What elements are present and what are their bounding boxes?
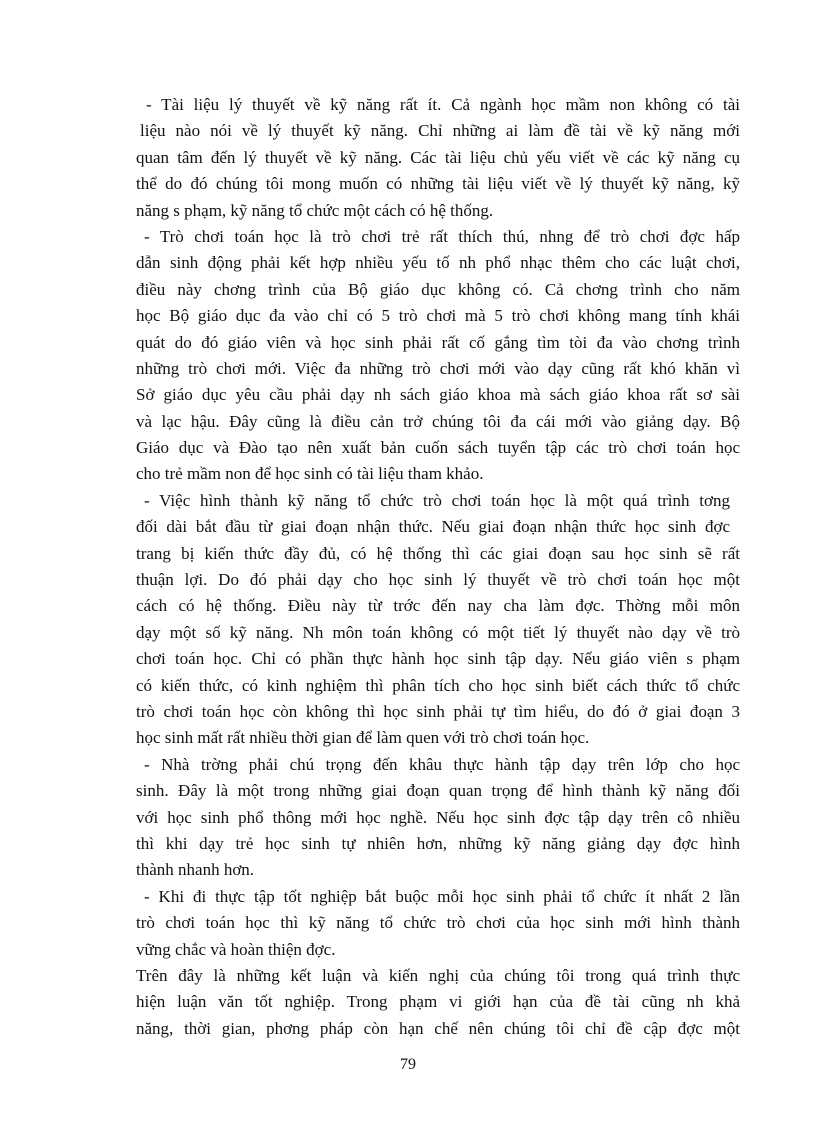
text-line: - Trò chơi toán học là trò chơi trẻ rất thích thú, nhng để trò chơi đợc hấp [144,226,740,246]
text-line: học Bộ giáo dục đa vào chỉ có 5 trò chơi mà 5 trò chơi không mang tính khái [136,306,740,326]
body-text [136,92,740,1042]
text-line: năng s phạm, kỹ năng tổ chức một cách có hệ thống. [136,200,494,220]
paragraph-skill-formation [136,488,740,752]
text-line: trang bị kiến thức đầy đủ, có hệ thống thì các giai đoạn sau học sinh sẽ rất [136,543,740,563]
text-line: thuận lợi. Do đó phải dạy cho học sinh lý thuyết về trò chơi toán học một [136,570,740,590]
paragraph-practice [136,752,740,884]
text-line: thể do đó chúng tôi mong muốn có những tài liệu viết về lý thuyết kỹ năng, kỹ [136,174,740,194]
text-line: - Tài liệu lý thuyết về kỹ năng rất ít. Cả ngành học mầm non không có tài [146,95,740,114]
text-line: và lạc hậu. Đây cũng là điều cản trở chúng tôi đa cái mới vào giảng dạy. Bộ [136,411,740,431]
text-line: học sinh mất rất nhiều thời gian để làm quen với trò chơi toán học. [136,728,590,748]
text-line: vững chắc và hoàn thiện đợc. [136,939,336,959]
text-line: - Việc hình thành kỹ năng tổ chức trò chơi toán học là một quá trình tơng [144,490,730,510]
text-line: cho trẻ mầm non để học sinh có tài liệu tham khảo. [136,464,484,484]
paragraph-theory-materials [136,92,740,224]
text-line: chơi toán học. Chỉ có phần thực hành học sinh tập dạy. Nếu giáo viên s phạm [136,649,740,669]
text-line: liệu nào nói về lý thuyết kỹ năng. Chỉ những ai làm đề tài về kỹ năng mới [140,121,740,141]
text-line: đối dài bắt đầu từ giai đoạn nhận thức. Nếu giai đoạn nhận thức học sinh đợc [136,517,730,537]
text-line: quan tâm đến lý thuyết về kỹ năng. Các tài liệu chủ yếu viết về các kỹ năng cụ [136,147,740,167]
text-line: năng, thời gian, phơng pháp còn hạn chế nên chúng tôi chỉ đề cập đợc một [136,1018,740,1038]
text-line: - Nhà trờng phải chú trọng đến khâu thực hành tập dạy trên lớp cho học [144,754,740,774]
paragraph-conclusion [136,963,740,1042]
paragraph-internship [136,884,740,963]
page-number: 79 [400,1056,416,1073]
text-line: điều này chơng trình của Bộ giáo dục không có. Cả chơng trình cho năm [136,279,740,299]
paragraph-math-games [136,224,740,488]
text-line: có kiến thức, có kinh nghiệm thì phân tích cho học sinh biết cách thức tổ chức [136,675,740,695]
text-line: trò chơi toán học thì kỹ năng tổ chức trò chơi của học sinh mới hình thành [136,913,740,933]
text-line: Giáo dục và Đào tạo nên xuất bản cuốn sách tuyển tập các trò chơi toán học [136,438,740,458]
text-line: - Khi đi thực tập tốt nghiệp bắt buộc mỗi học sinh phải tổ chức ít nhất 2 lần [144,886,740,906]
text-line: quát do đó giáo viên và học sinh phải rất cố gắng tìm tòi đa vào chơng trình [136,332,740,352]
text-line: sinh. Đây là một trong những giai đoạn quan trọng để hình thành kỹ năng đối [136,781,740,801]
text-line: dạy một số kỹ năng. Nh môn toán không có một tiết lý thuyết nào dạy về trò [136,622,740,642]
text-line: dẫn sinh động phải kết hợp nhiều yếu tố nh phổ nhạc thêm cho các luật chơi, [136,253,740,273]
text-line: thì khi dạy trẻ học sinh tự nhiên hơn, những kỹ năng giảng dạy đợc hình [136,833,740,853]
text-line: hiện luận văn tốt nghiệp. Trong phạm vi giới hạn của đề tài cũng nh khả [136,992,740,1012]
text-line: với học sinh phổ thông mới học nghề. Nếu học sinh đợc tập dạy trên cô nhiều [136,807,740,827]
text-line: trò chơi toán học còn không thì học sinh phải tự tìm hiểu, do đó ở giai đoạn 3 [136,701,740,721]
text-line: cách có hệ thống. Điều này từ trớc đến nay cha làm đợc. Thờng mỗi môn [136,596,740,616]
text-line: Trên đây là những kết luận và kiến nghị của chúng tôi trong quá trình thực [136,965,740,985]
text-line: những trò chơi mới. Việc đa những trò chơi mới vào dạy cũng rất khó khăn vì [136,358,740,378]
text-line: thành nhanh hơn. [136,860,255,880]
text-line: Sở giáo dục yêu cầu phải dạy nh sách giáo khoa mà sách giáo khoa rất sơ sài [136,385,740,405]
